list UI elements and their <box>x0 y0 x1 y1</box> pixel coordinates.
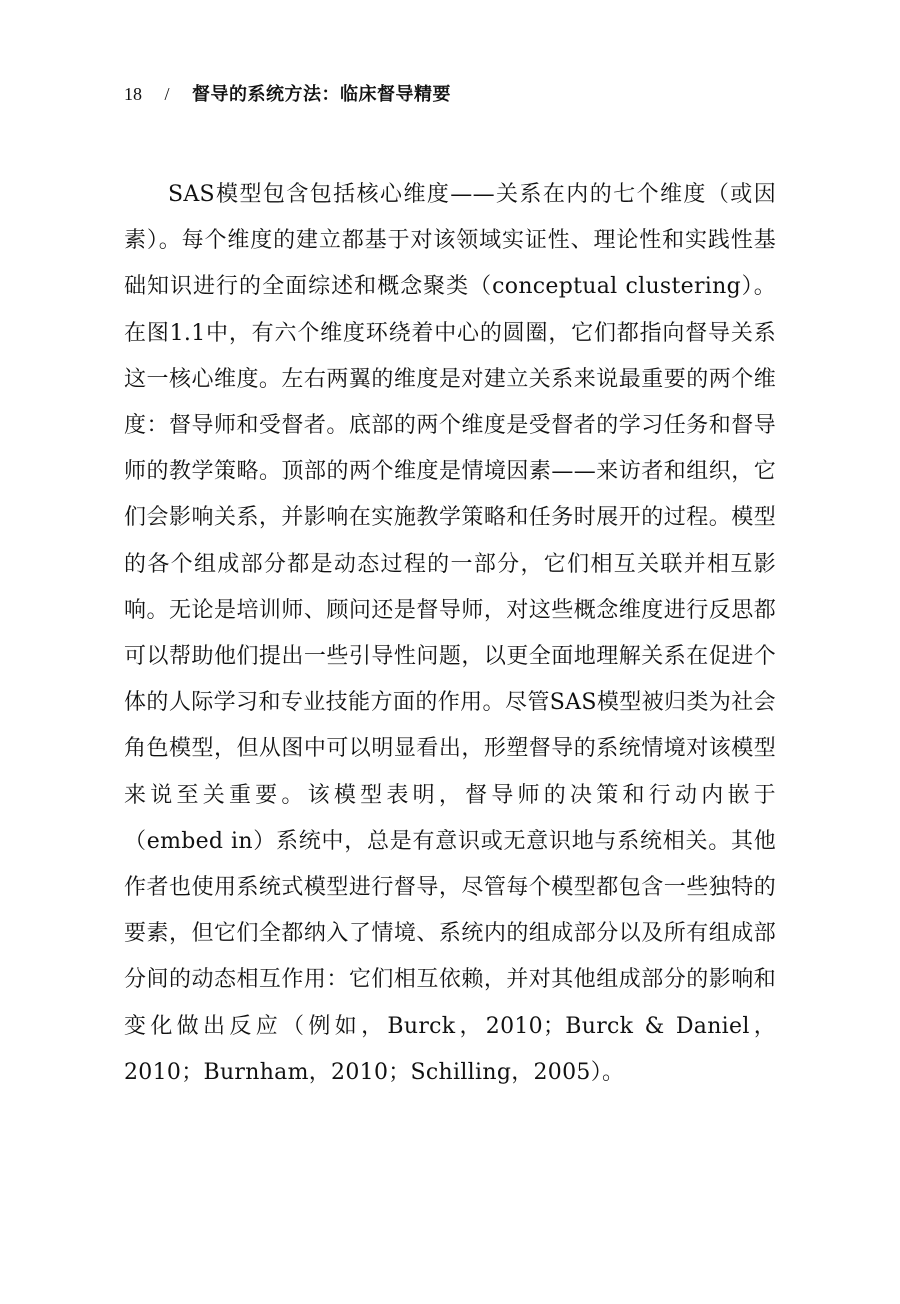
book-title: 督导的系统方法：临床督导精要 <box>192 84 452 104</box>
running-header <box>124 82 451 106</box>
body-paragraph: SAS模型包含包括核心维度——关系在内的七个维度（或因素）。每个维度的建立都基于对该领域实证性、理论性和实践性基础知识进行的全面综述和概念聚类（conceptual clustering）。在图1.1中，有六个维度环绕着中心的圆圈，它们都指向督导关系这一核心维度。左右两翼的维度是对建立关系来说最重要的两个维度：督导师和受督者。底部的两个维度是受督者的学习任务和督导师的教学策略。顶部的两个维度是情境因素——来访者和组织，它们会影响关系，并影响在实施教学策略和任务时展开的过程。模型的各个组成部分都是动态过程的一部分，它们相互关联并相互影响。无论是培训师、顾问还是督导师，对这些概念维度进行反思都可以帮助他们提出一些引导性问题，以更全面地理解关系在促进个体的人际学习和专业技能方面的作用。尽管SAS模型被归类为社会角色模型，但从图中可以明显看出，形塑督导的系统情境对该模型来说至关重要。该模型表明，督导师的决策和行动内嵌于（embed in）系统中，总是有意识或无意识地与系统相关。其他作者也使用系统式模型进行督导，尽管每个模型都包含一些独特的要素，但它们全都纳入了情境、系统内的组成部分以及所有组成部分间的动态相互作用：它们相互依赖，并对其他组成部分的影响和变化做出反应（例如，Burck，2010；Burck & Daniel，2010；Burnham，2010；Schilling，2005）。 <box>124 182 776 1085</box>
header-separator: / <box>164 84 170 104</box>
page-number: 18 <box>124 84 142 104</box>
